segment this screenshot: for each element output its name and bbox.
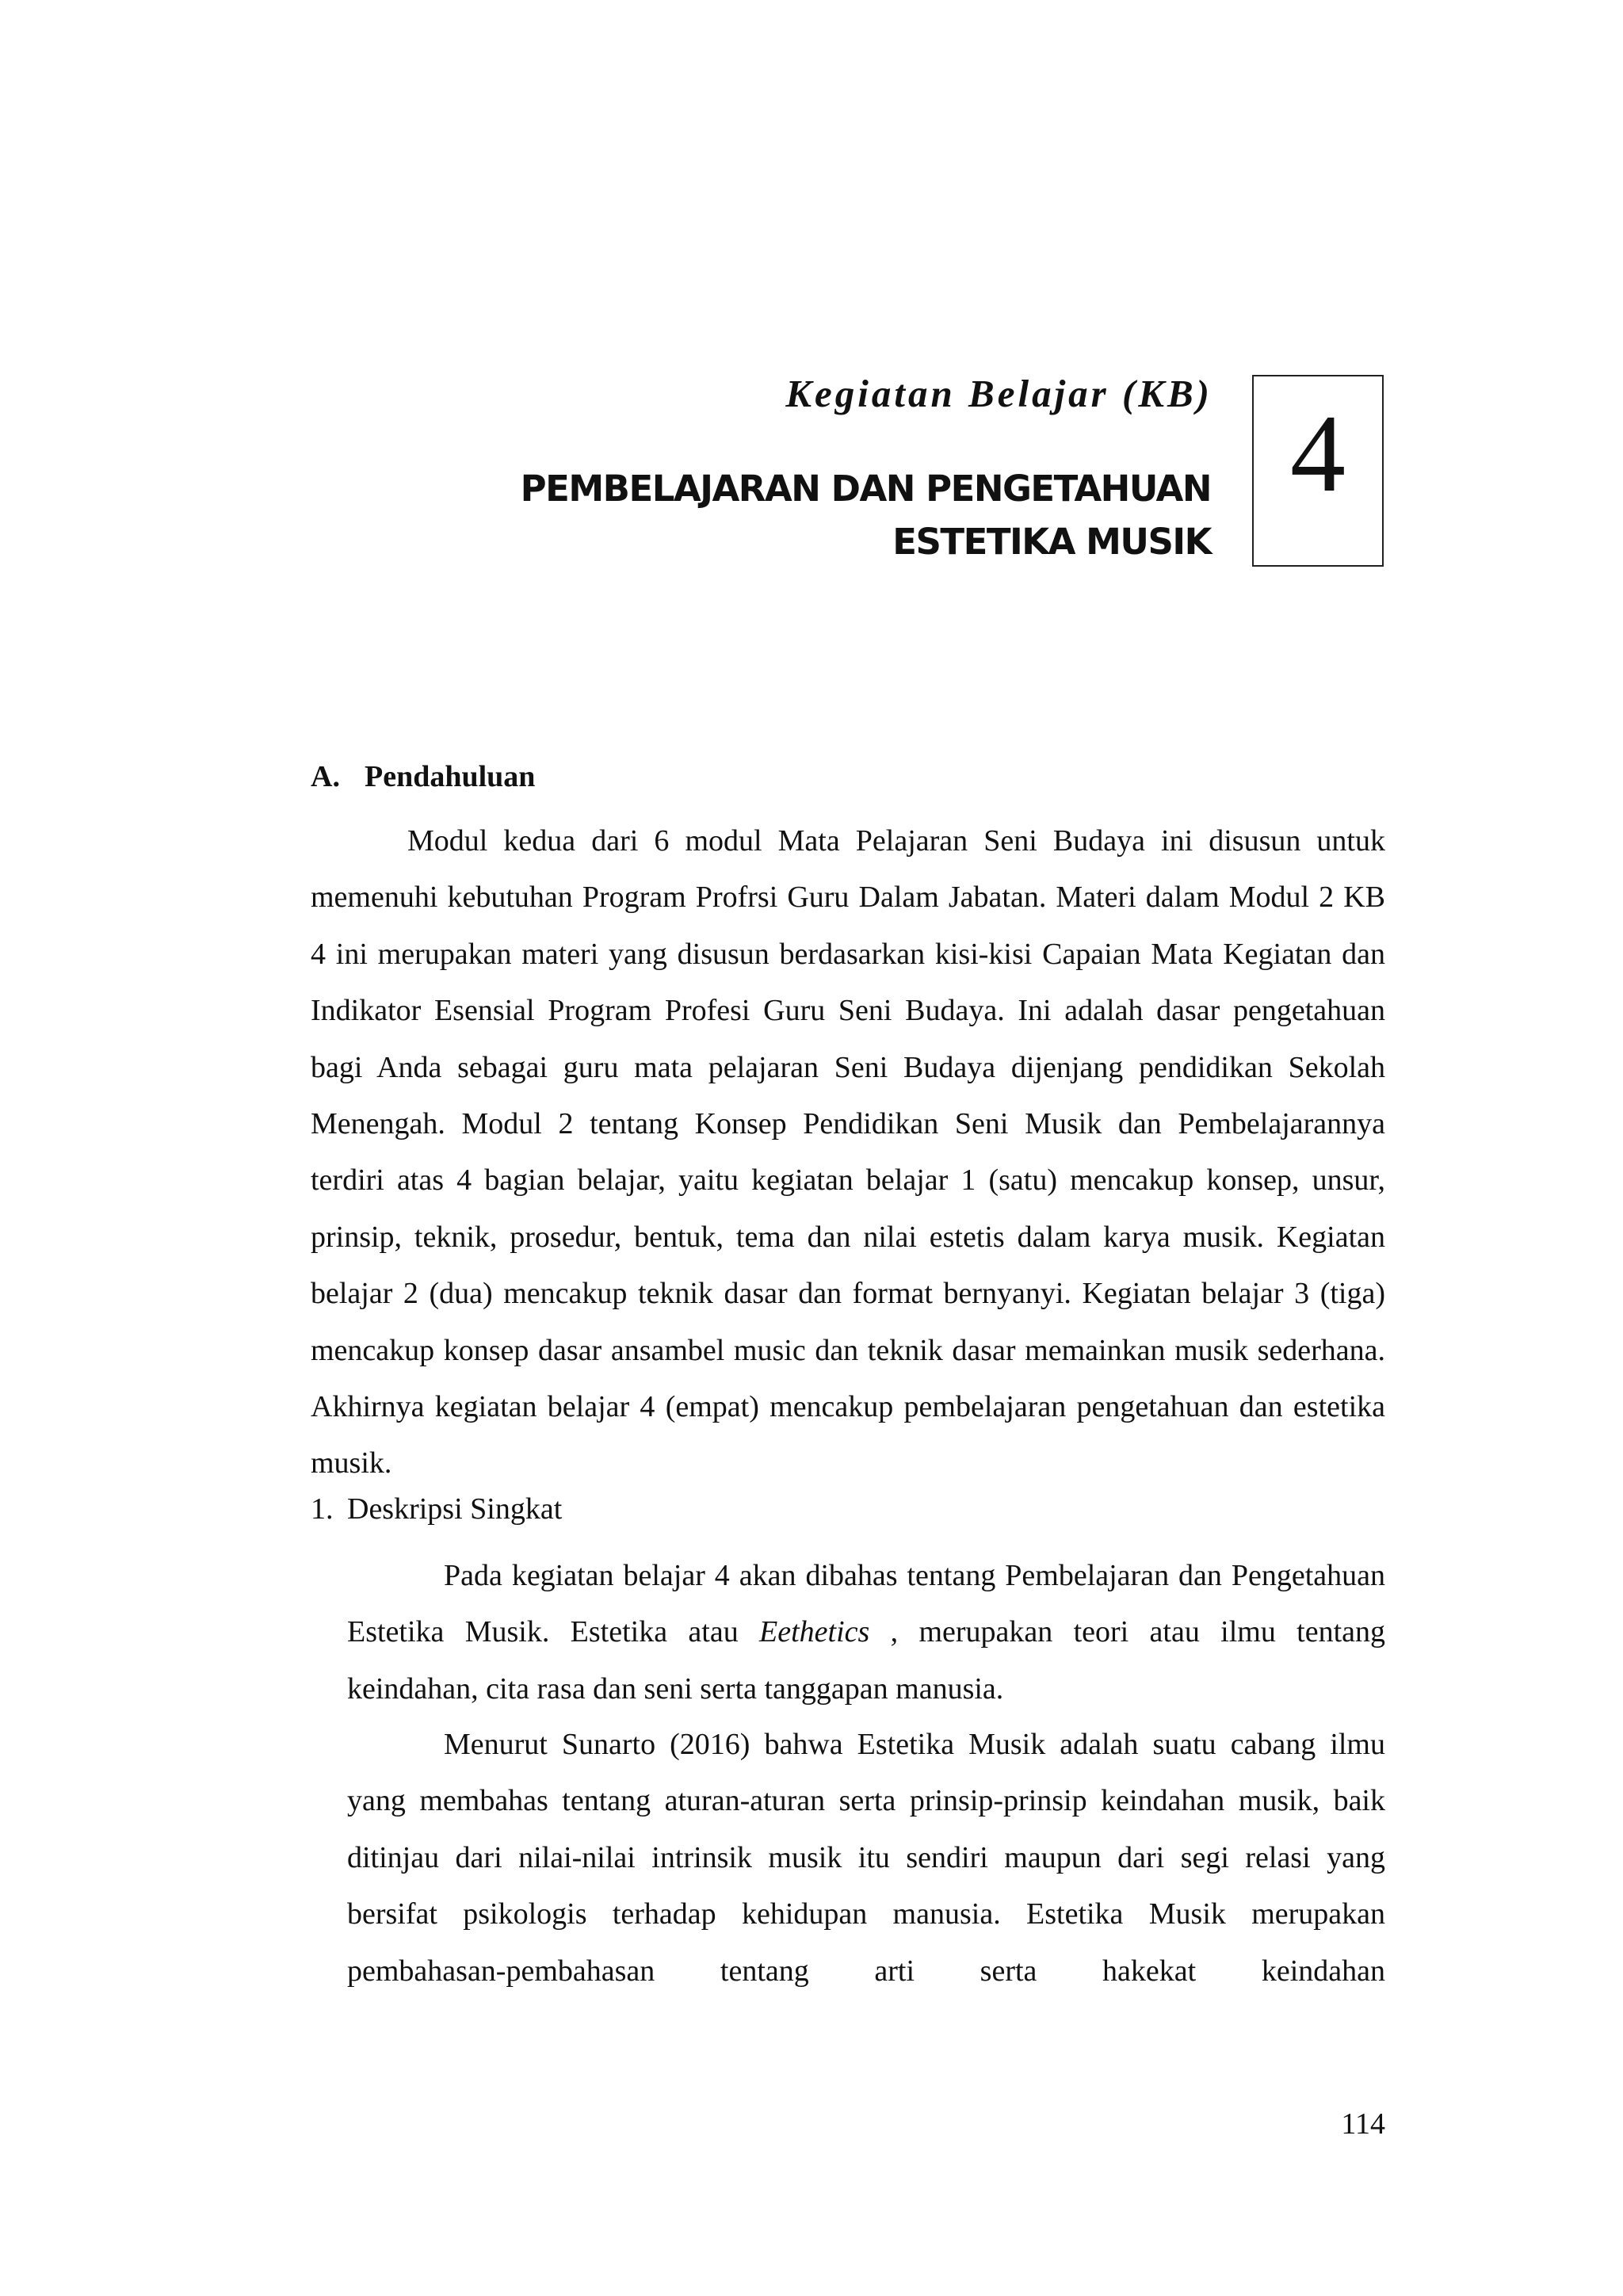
description-text-start: Pada kegiatan belajar 4 akan dibahas tentang Pembelajaran dan Pengetahuan Estetika Musik. Estetika atau	[347, 1559, 1385, 1649]
chapter-title-line-2: ESTETIKA MUSIK	[892, 521, 1211, 563]
subsection-heading	[311, 1492, 562, 1526]
italic-term: Eethetics	[759, 1615, 870, 1649]
section-title: Pendahuluan	[365, 760, 536, 793]
intro-paragraph: Modul kedua dari 6 modul Mata Pelajaran Seni Budaya ini disusun untuk memenuhi kebutuhan Program Profrsi Guru Dalam Jabatan. Materi dalam Modul 2 KB 4 ini merupakan materi yang disusun berdasarkan kisi-kisi Capaian Mata Kegiatan dan Indikator Esensial Program Profesi Guru Seni Budaya. Ini adalah dasar pengetahuan bagi Anda sebagai guru mata pelajaran Seni Budaya dijenjang pendidikan Sekolah Menengah. Modul 2 tentang Konsep Pendidikan Seni Musik dan Pembelajarannya terdiri atas 4 bagian belajar, yaitu kegiatan belajar 1 (satu) mencakup konsep, unsur, prinsip, teknik, prosedur, bentuk, tema dan nilai estetis dalam karya musik. Kegiatan belajar 2 (dua) mencakup teknik dasar dan format bernyanyi. Kegiatan belajar 3 (tiga) mencakup konsep dasar ansambel music dan teknik dasar memainkan musik sederhana. Akhirnya kegiatan belajar 4 (empat) mencakup pembelajaran pengetahuan dan estetika musik.	[311, 824, 1385, 1480]
description-text-end: , merupakan teori atau ilmu tentang keindahan, cita rasa dan seni serta tanggapan manusia.	[347, 1615, 1386, 1706]
subsection-title: Deskripsi Singkat	[347, 1492, 563, 1526]
subsection-number: 1.	[311, 1492, 334, 1526]
description-paragraph-1	[347, 1548, 1385, 1717]
chapter-title-line-1: PEMBELAJARAN DAN PENGETAHUAN	[520, 468, 1211, 510]
section-heading	[311, 759, 535, 794]
kb-heading: Kegiatan Belajar (KB)	[785, 372, 1212, 415]
chapter-number: 4	[1290, 392, 1346, 515]
section-letter: A.	[311, 760, 340, 793]
page-number: 114	[1341, 2107, 1385, 2141]
description-paragraph-2: Menurut Sunarto (2016) bahwa Estetika Musik adalah suatu cabang ilmu yang membahas tentang aturan-aturan serta prinsip-prinsip keindahan musik, baik ditinjau dari nilai-nilai intrinsik musik itu sendiri maupun dari segi relasi yang bersifat psikologis terhadap kehidupan manusia. Estetika Musik merupakan pembahasan-pembahasan tentang arti serta hakekat keindahan	[347, 1728, 1385, 1988]
chapter-number-box	[1252, 375, 1384, 567]
